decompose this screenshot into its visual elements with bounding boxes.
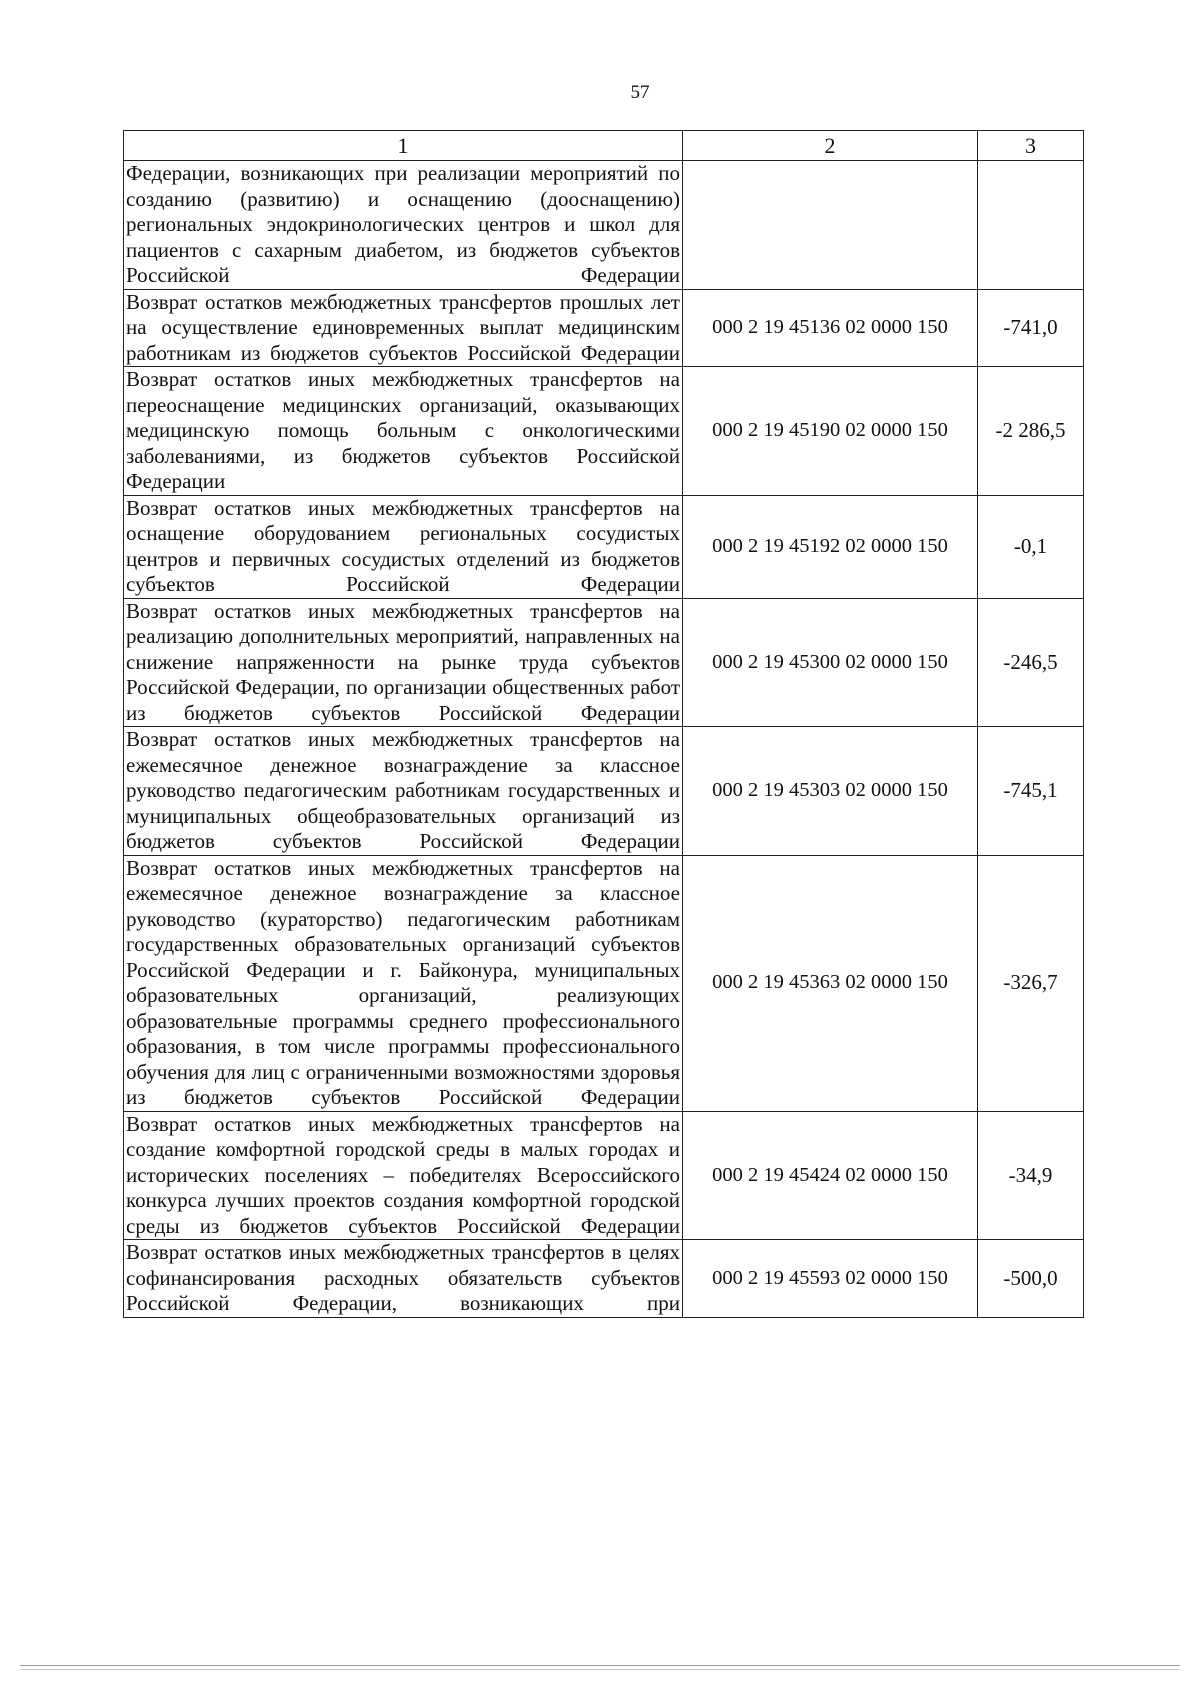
table-row (124, 367, 1084, 496)
table-row (124, 495, 1084, 598)
row-amount: -741,0 (978, 289, 1084, 367)
row-code: 000 2 19 45303 02 0000 150 (683, 727, 978, 856)
page-bottom-rule-secondary (20, 1669, 1180, 1670)
row-code: 000 2 19 45593 02 0000 150 (683, 1240, 978, 1318)
table-row (124, 855, 1084, 1111)
row-description: Возврат остатков межбюджетных трансфертов прошлых лет на осуществление единовременных выплат медицинским работникам из бюджетов субъектов Российской Федерации (124, 289, 683, 367)
row-code: 000 2 19 45300 02 0000 150 (683, 598, 978, 727)
column-header-2: 2 (683, 131, 978, 161)
row-amount: -34,9 (978, 1111, 1084, 1240)
table-row (124, 1111, 1084, 1240)
table-row (124, 598, 1084, 727)
row-amount: -246,5 (978, 598, 1084, 727)
row-code: 000 2 19 45424 02 0000 150 (683, 1111, 978, 1240)
row-description: Возврат остатков иных межбюджетных трансфертов на создание комфортной городской среды в малых городах и исторических поселениях – победителях Всероссийского конкурса лучших проектов создания комфортной городской среды из бюджетов субъектов Российской Федерации (124, 1111, 683, 1240)
row-description: Возврат остатков иных межбюджетных трансфертов на ежемесячное денежное вознаграждение за классное руководство педагогическим работникам государственных и муниципальных общеобразовательных организаций из бюджетов субъектов Российской Федерации (124, 727, 683, 856)
row-description: Федерации, возникающих при реализации мероприятий по созданию (развитию) и оснащению (дооснащению) региональных эндокринологических центров и школ для пациентов с сахарным диабетом, из бюджетов субъектов Российской Федерации (124, 161, 683, 290)
table-row (124, 727, 1084, 856)
row-code (683, 161, 978, 290)
table-row (124, 289, 1084, 367)
row-description: Возврат остатков иных межбюджетных трансфертов на оснащение оборудованием региональных сосудистых центров и первичных сосудистых отделений из бюджетов субъектов Российской Федерации (124, 495, 683, 598)
row-code: 000 2 19 45190 02 0000 150 (683, 367, 978, 496)
row-amount: -0,1 (978, 495, 1084, 598)
row-amount: -326,7 (978, 855, 1084, 1111)
table-row (124, 1240, 1084, 1318)
column-header-3: 3 (978, 131, 1084, 161)
row-amount: -2 286,5 (978, 367, 1084, 496)
row-description: Возврат остатков иных межбюджетных трансфертов в целях софинансирования расходных обязательств субъектов Российской Федерации, возникающих при (124, 1240, 683, 1318)
row-amount: -745,1 (978, 727, 1084, 856)
budget-table (123, 130, 1084, 1318)
row-description: Возврат остатков иных межбюджетных трансфертов на переоснащение медицинских организаций, оказывающих медицинскую помощь больным с онкологическими заболеваниями, из бюджетов субъектов Российской Федерации (124, 367, 683, 496)
page-bottom-rule (20, 1665, 1180, 1666)
row-amount: -500,0 (978, 1240, 1084, 1318)
row-code: 000 2 19 45136 02 0000 150 (683, 289, 978, 367)
row-code: 000 2 19 45363 02 0000 150 (683, 855, 978, 1111)
row-description: Возврат остатков иных межбюджетных трансфертов на реализацию дополнительных мероприятий, направленных на снижение напряженности на рынке труда субъектов Российской Федерации, по организации общественных работ из бюджетов субъектов Российской Федерации (124, 598, 683, 727)
row-description: Возврат остатков иных межбюджетных трансфертов на ежемесячное денежное вознаграждение за классное руководство (кураторство) педагогическим работникам государственных образовательных организаций субъектов Российской Федерации и г. Байконура, муниципальных образовательных организаций, реализующих образовательные программы среднего профессионального образования, в том числе программы профессионального обучения для лиц с ограниченными возможностями здоровья из бюджетов субъектов Российской Федерации (124, 855, 683, 1111)
column-header-1: 1 (124, 131, 683, 161)
row-amount (978, 161, 1084, 290)
page-number: 57 (630, 82, 650, 103)
row-code: 000 2 19 45192 02 0000 150 (683, 495, 978, 598)
table-row (124, 161, 1084, 290)
table-header-row (124, 131, 1084, 161)
